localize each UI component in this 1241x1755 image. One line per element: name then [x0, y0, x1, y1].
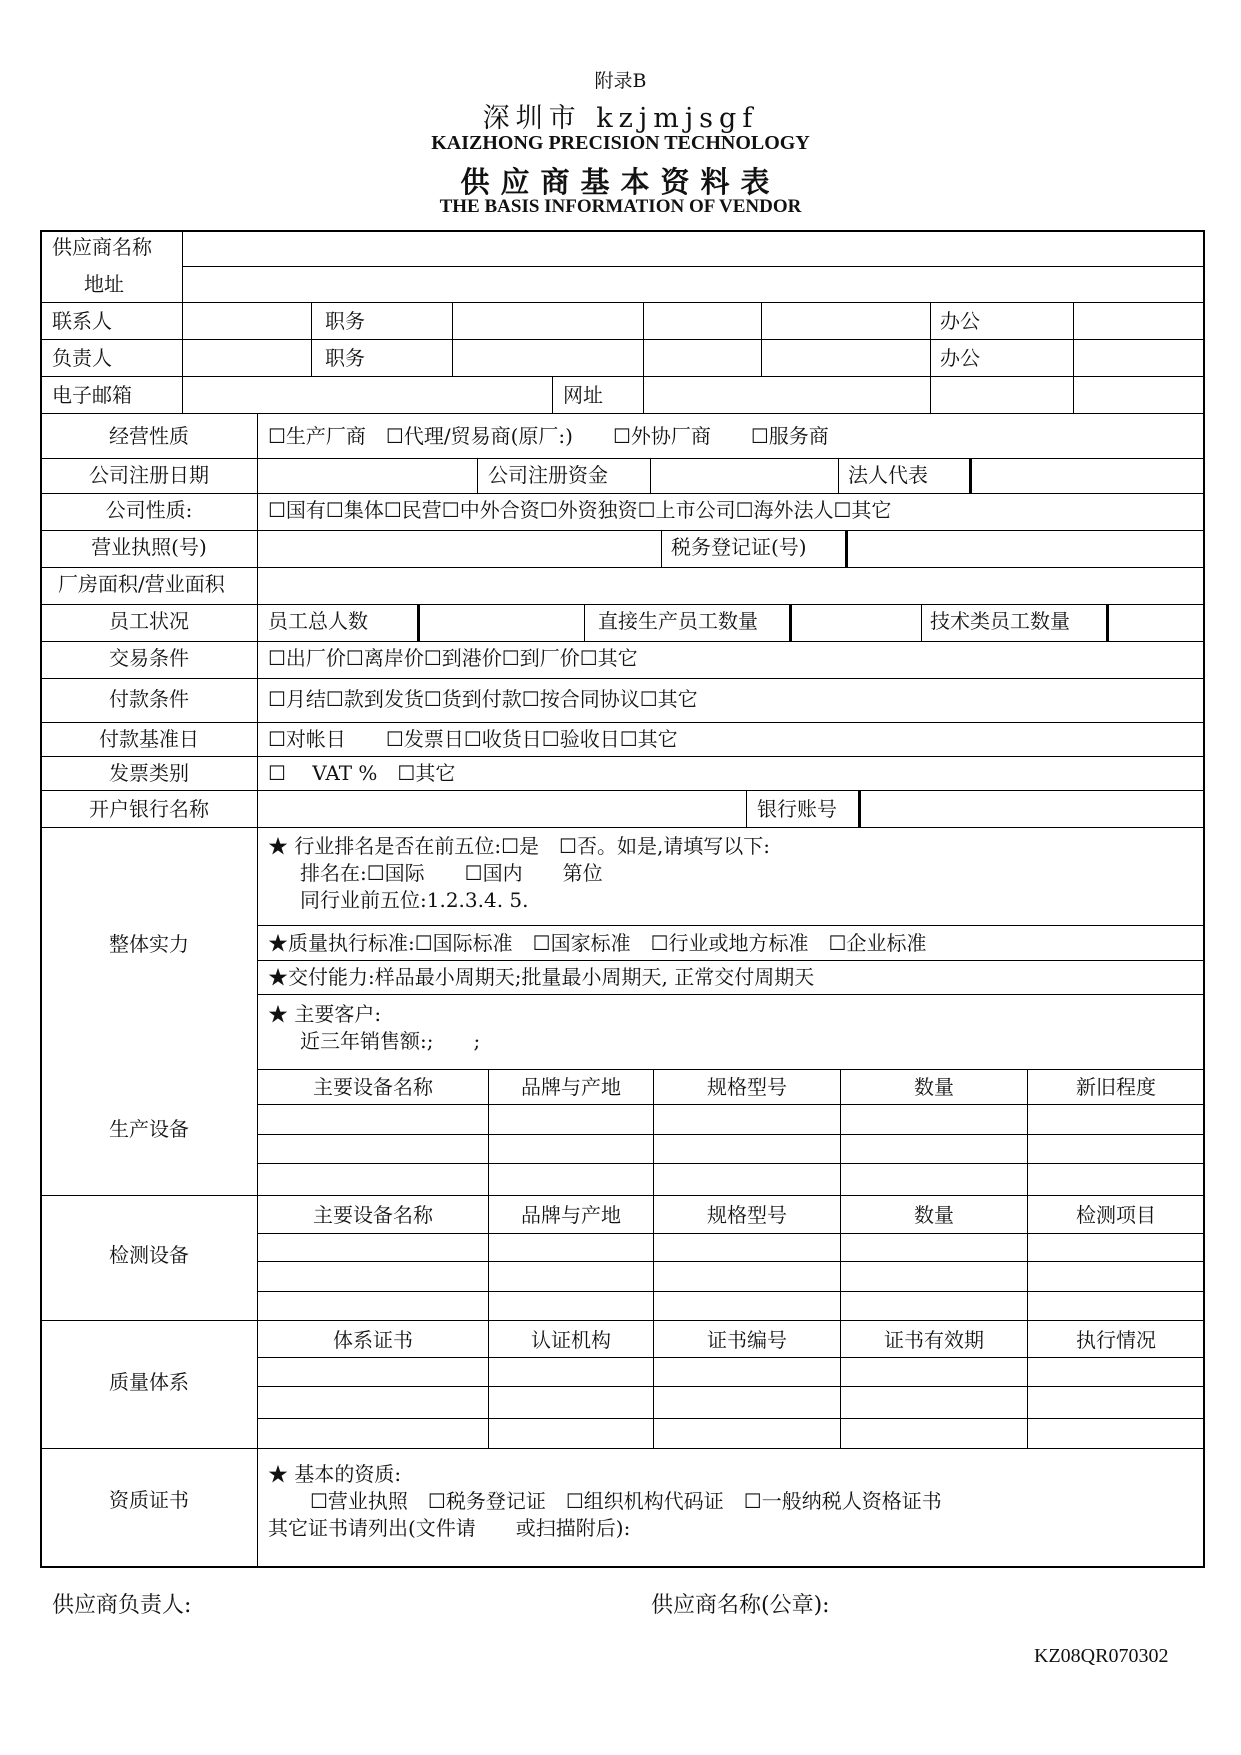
charge-office-label: 办公 [940, 346, 980, 370]
bank-account-label: 银行账号 [757, 797, 837, 821]
email-label: 电子邮箱 [52, 383, 132, 407]
reg-date-label: 公司注册日期 [89, 463, 209, 487]
inspection-col-brand: 品牌与产地 [521, 1203, 621, 1227]
other-certificates-note: 其它证书请列出(文件请 或扫描附后): [268, 1516, 631, 1540]
quality-col-number: 证书编号 [707, 1328, 787, 1352]
company-nature-options[interactable]: ☐国有☐集体☐民营☐中外合资☐外资独资☐上市公司☐海外法人☐其它 [268, 498, 892, 522]
inspection-col-items: 检测项目 [1076, 1203, 1156, 1227]
production-col-condition: 新旧程度 [1076, 1075, 1156, 1099]
staff-total-label: 员工总人数 [268, 609, 368, 633]
quality-col-status: 执行情况 [1076, 1328, 1156, 1352]
company-name-en: KAIZHONG PRECISION TECHNOLOGY [431, 132, 810, 154]
business-nature-options[interactable]: ☐生产厂商 ☐代理/贸易商(原厂:) ☐外协厂商 ☐服务商 [268, 424, 829, 448]
inspection-col-spec: 规格型号 [707, 1203, 787, 1227]
tax-reg-label: 税务登记证(号) [671, 535, 807, 559]
company-name-cn: 深圳市 kzjmjsgf [482, 103, 759, 134]
staff-direct-label: 直接生产员工数量 [598, 609, 758, 633]
contact-label: 联系人 [52, 309, 112, 333]
inspection-col-name: 主要设备名称 [313, 1203, 433, 1227]
form-title-cn: 供应商基本资料表 [460, 165, 781, 199]
certificates-label: 资质证书 [109, 1488, 189, 1512]
document-code: KZ08QR070302 [1034, 1645, 1169, 1667]
sales-three-years: 近三年销售额:; ; [300, 1029, 481, 1053]
contact-position-label: 职务 [325, 309, 365, 333]
website-label: 网址 [563, 383, 603, 407]
staff-label: 员工状况 [109, 609, 189, 633]
quality-standard-options[interactable]: ★质量执行标准:☐国际标准 ☐国家标准 ☐行业或地方标准 ☐企业标准 [268, 931, 927, 955]
invoice-type-options[interactable]: ☐ VAT % ☐其它 [268, 761, 456, 785]
appendix-label: 附录B [594, 70, 647, 92]
staff-tech-label: 技术类员工数量 [930, 609, 1070, 633]
charge-position-label: 职务 [325, 346, 365, 370]
production-col-name: 主要设备名称 [313, 1075, 433, 1099]
production-equipment-label: 生产设备 [109, 1117, 189, 1141]
production-col-qty: 数量 [914, 1075, 954, 1099]
quality-col-body: 认证机构 [531, 1328, 611, 1352]
industry-top-five: 同行业前五位:1.2.3.4. 5. [300, 888, 529, 912]
basic-qualification-label: ★ 基本的资质: [268, 1462, 402, 1486]
trade-terms-options[interactable]: ☐出厂价☐离岸价☐到港价☐到厂价☐其它 [268, 646, 638, 670]
industry-rank-position[interactable]: 排名在:☐国际 ☐国内 第位 [300, 861, 603, 885]
legal-rep-label: 法人代表 [848, 463, 928, 487]
quality-col-validity: 证书有效期 [884, 1328, 984, 1352]
payment-base-label: 付款基准日 [99, 727, 199, 751]
payment-base-options[interactable]: ☐对帐日 ☐发票日☐收货日☐验收日☐其它 [268, 727, 678, 751]
invoice-type-label: 发票类别 [109, 761, 189, 785]
payment-terms-label: 付款条件 [109, 687, 189, 711]
production-col-brand: 品牌与产地 [521, 1075, 621, 1099]
main-customers-label: ★ 主要客户: [268, 1002, 382, 1026]
quality-system-label: 质量体系 [109, 1370, 189, 1394]
industry-rank-question[interactable]: ★ 行业排名是否在前五位:☐是 ☐否。如是,请填写以下: [268, 834, 771, 858]
bank-name-label: 开户银行名称 [89, 797, 209, 821]
production-col-spec: 规格型号 [707, 1075, 787, 1099]
vendor-seal-signature: 供应商名称(公章): [651, 1593, 830, 1618]
quality-col-cert: 体系证书 [333, 1328, 413, 1352]
business-license-label: 营业执照(号) [91, 535, 207, 559]
company-nature-label: 公司性质: [105, 498, 193, 522]
vendor-manager-signature: 供应商负责人: [52, 1593, 192, 1618]
vendor-name-label: 供应商名称 [52, 235, 152, 259]
inspection-col-qty: 数量 [914, 1203, 954, 1227]
trade-terms-label: 交易条件 [109, 646, 189, 670]
overall-strength-label: 整体实力 [109, 932, 189, 956]
delivery-capability: ★交付能力:样品最小周期天;批量最小周期天, 正常交付周期天 [268, 965, 815, 989]
contact-office-label: 办公 [940, 309, 980, 333]
address-label: 地址 [84, 272, 124, 296]
factory-area-label: 厂房面积/营业面积 [58, 572, 225, 596]
person-in-charge-label: 负责人 [52, 346, 112, 370]
business-nature-label: 经营性质 [109, 424, 189, 448]
payment-terms-options[interactable]: ☐月结☐款到发货☐货到付款☐按合同协议☐其它 [268, 687, 698, 711]
inspection-equipment-label: 检测设备 [109, 1243, 189, 1267]
reg-capital-label: 公司注册资金 [488, 463, 608, 487]
basic-qualification-options[interactable]: ☐营业执照 ☐税务登记证 ☐组织机构代码证 ☐一般纳税人资格证书 [310, 1489, 942, 1513]
form-title-en: THE BASIS INFORMATION OF VENDOR [439, 196, 802, 217]
